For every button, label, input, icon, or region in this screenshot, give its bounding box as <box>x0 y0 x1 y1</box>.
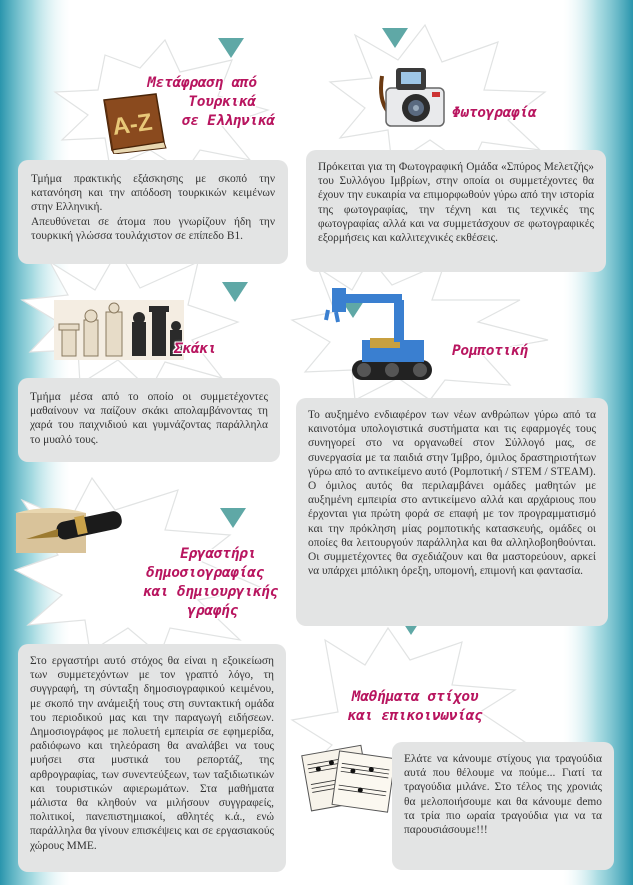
heading-photography <box>452 104 536 123</box>
svg-text:A-Z: A-Z <box>110 108 155 141</box>
text-box-translation <box>18 160 288 264</box>
text-box-lyrics <box>392 742 614 870</box>
text-box-journalism <box>18 644 286 872</box>
heading-line: Σκάκι <box>174 341 217 357</box>
heading-line: Μαθήματα στίχου <box>351 689 479 705</box>
body-text: Τμήμα μέσα από το οποίο οι συμμετέχοντες μαθαίνουν να παίζουν σκάκι απολαμβάνοντας τη χαρά του παιχνιδιού και γυμνάζοντας παράλληλα το μυαλό τους. <box>30 391 268 446</box>
heading-chess <box>174 340 216 359</box>
body-text: Ελάτε να κάνουμε στίχους για τραγούδια αυτά που θέλουμε να πούμε... Γιατί τα τραγούδια μιλάνε. Στο τέλος της χρονιάς θα μελοποιήσουμε και θα κάνουμε demo τα τρία πιο ωραία τραγούδια για να τα παρουσιάσουμε!!! <box>404 753 602 837</box>
camera-icon <box>376 62 450 132</box>
heading-line: Τουρκικά <box>188 94 256 110</box>
heading-line: Φωτογραφία <box>452 105 537 121</box>
sheet-music-icon <box>300 738 396 814</box>
heading-translation <box>132 74 275 131</box>
heading-line: Ρομποτική <box>452 343 528 359</box>
heading-line: σε Ελληνικά <box>182 113 275 129</box>
heading-line: γραφής <box>187 603 238 619</box>
robot-arm-icon <box>322 280 442 390</box>
body-text: Τμήμα πρακτικής εξάσκησης με σκοπό την κατανόηση και την απόδοση τουρκικών κειμένων στην Ελληνική. Απευθύνεται σε άτομα που γνωρίζουν ήδη την τουρκική γλώσσα τουλάχιστον σε επίπεδο Β1. <box>31 173 275 242</box>
text-box-chess <box>18 378 280 462</box>
text-box-robotics <box>296 398 608 626</box>
heading-line: και δημιουργικής <box>143 584 278 600</box>
heading-line: Εργαστήρι <box>180 546 256 562</box>
heading-line: δημοσιογραφίας <box>145 565 264 581</box>
heading-lyrics <box>335 688 495 726</box>
text-box-photography <box>306 150 606 272</box>
heading-line: και επικοινωνίας <box>347 708 483 724</box>
body-text: Το αυξημένο ενδιαφέρον των νέων ανθρώπων γύρω από τα καινοτόμα υπολογιστικά συστήματα και τις εφαρμογές τους συνηγορεί στο να οργανωθεί στον Σύλλογό μας, σε συνεργασία με τα παιδιά στην Ίμβρο, όμιλος δραστηριοτήτων γύρω από το αντικείμενο αυτό (Ρομποτική / STEM / STEAM). Ο όμιλος αυτός θα περιλαμβάνει ομάδες μαθητών με αυξημένη εμπειρία στο αντικείμενο αλλά και αρχάριους που έρχονται για πρώτη φορά σε επαφή με τον προγραμματισμό και την πρόκληση μίας ρομποτικής κατασκευής, ομάδες οι οποίες θα λειτουργούν παράλληλα και θα αλληλοβοηθούνται. Οι συμμετέχοντες θα σχεδιάζουν και θα μαστορεύουν, αρκεί να υπάρχει μπόλικη όρεξη, υπομονή, επιμονή και φαντασία. <box>308 409 596 578</box>
heading-line: Μετάφραση από <box>147 75 257 91</box>
body-text: Πρόκειται για τη Φωτογραφική Ομάδα «Σπύρος Μελετζής» του Συλλόγου Ιμβρίων, στην οποία οι συμμετέχοντες θα έχουν την ευκαιρία να επιμορφωθούν γύρω από την ιστορία της φωτογραφίας, την τέχνη και τις τεχνικές της φωτογραφίας αλλά και να συμμετάσχουν σε φωτογραφικές εξορμήσεις και καλλιτεχνικές εκθέσεις. <box>318 161 594 245</box>
heading-journalism <box>88 545 278 621</box>
body-text: Στο εργαστήρι αυτό στόχος θα είναι η εξοικείωση των συμμετεχόντων με τον γραπτό λόγο, τη συγγραφή, τη σύνταξη δημοσιογραφικού κειμένου, με σκοπό την ανάμειξή τους στη συντακτική ομάδα του περιοδικού μας και την παραγωγή ειδήσεων. Δημοσιογράφος με πολυετή εμπειρία σε εφημερίδα, ραδιόφωνο και τηλεόραση θα αναλάβει να τους μυήσει στα μυστικά του ρεπορτάζ, της αρθρογραφίας, των συνεντεύξεων, των ταξιδιωτικών και τουριστικών αφιερωμάτων. Στα μαθήματα μάλιστα θα κληθούν να μιλήσουν συγγραφείς, πολιτικοί, πανεπιστημιακοί, αθλητές κ.ά., ενώ παράλληλα θα γίνουν επισκέψεις και σε εργασιακούς χώρους ΜΜΕ. <box>30 655 274 852</box>
chess-pieces-icon <box>54 300 184 360</box>
heading-robotics <box>452 342 528 361</box>
